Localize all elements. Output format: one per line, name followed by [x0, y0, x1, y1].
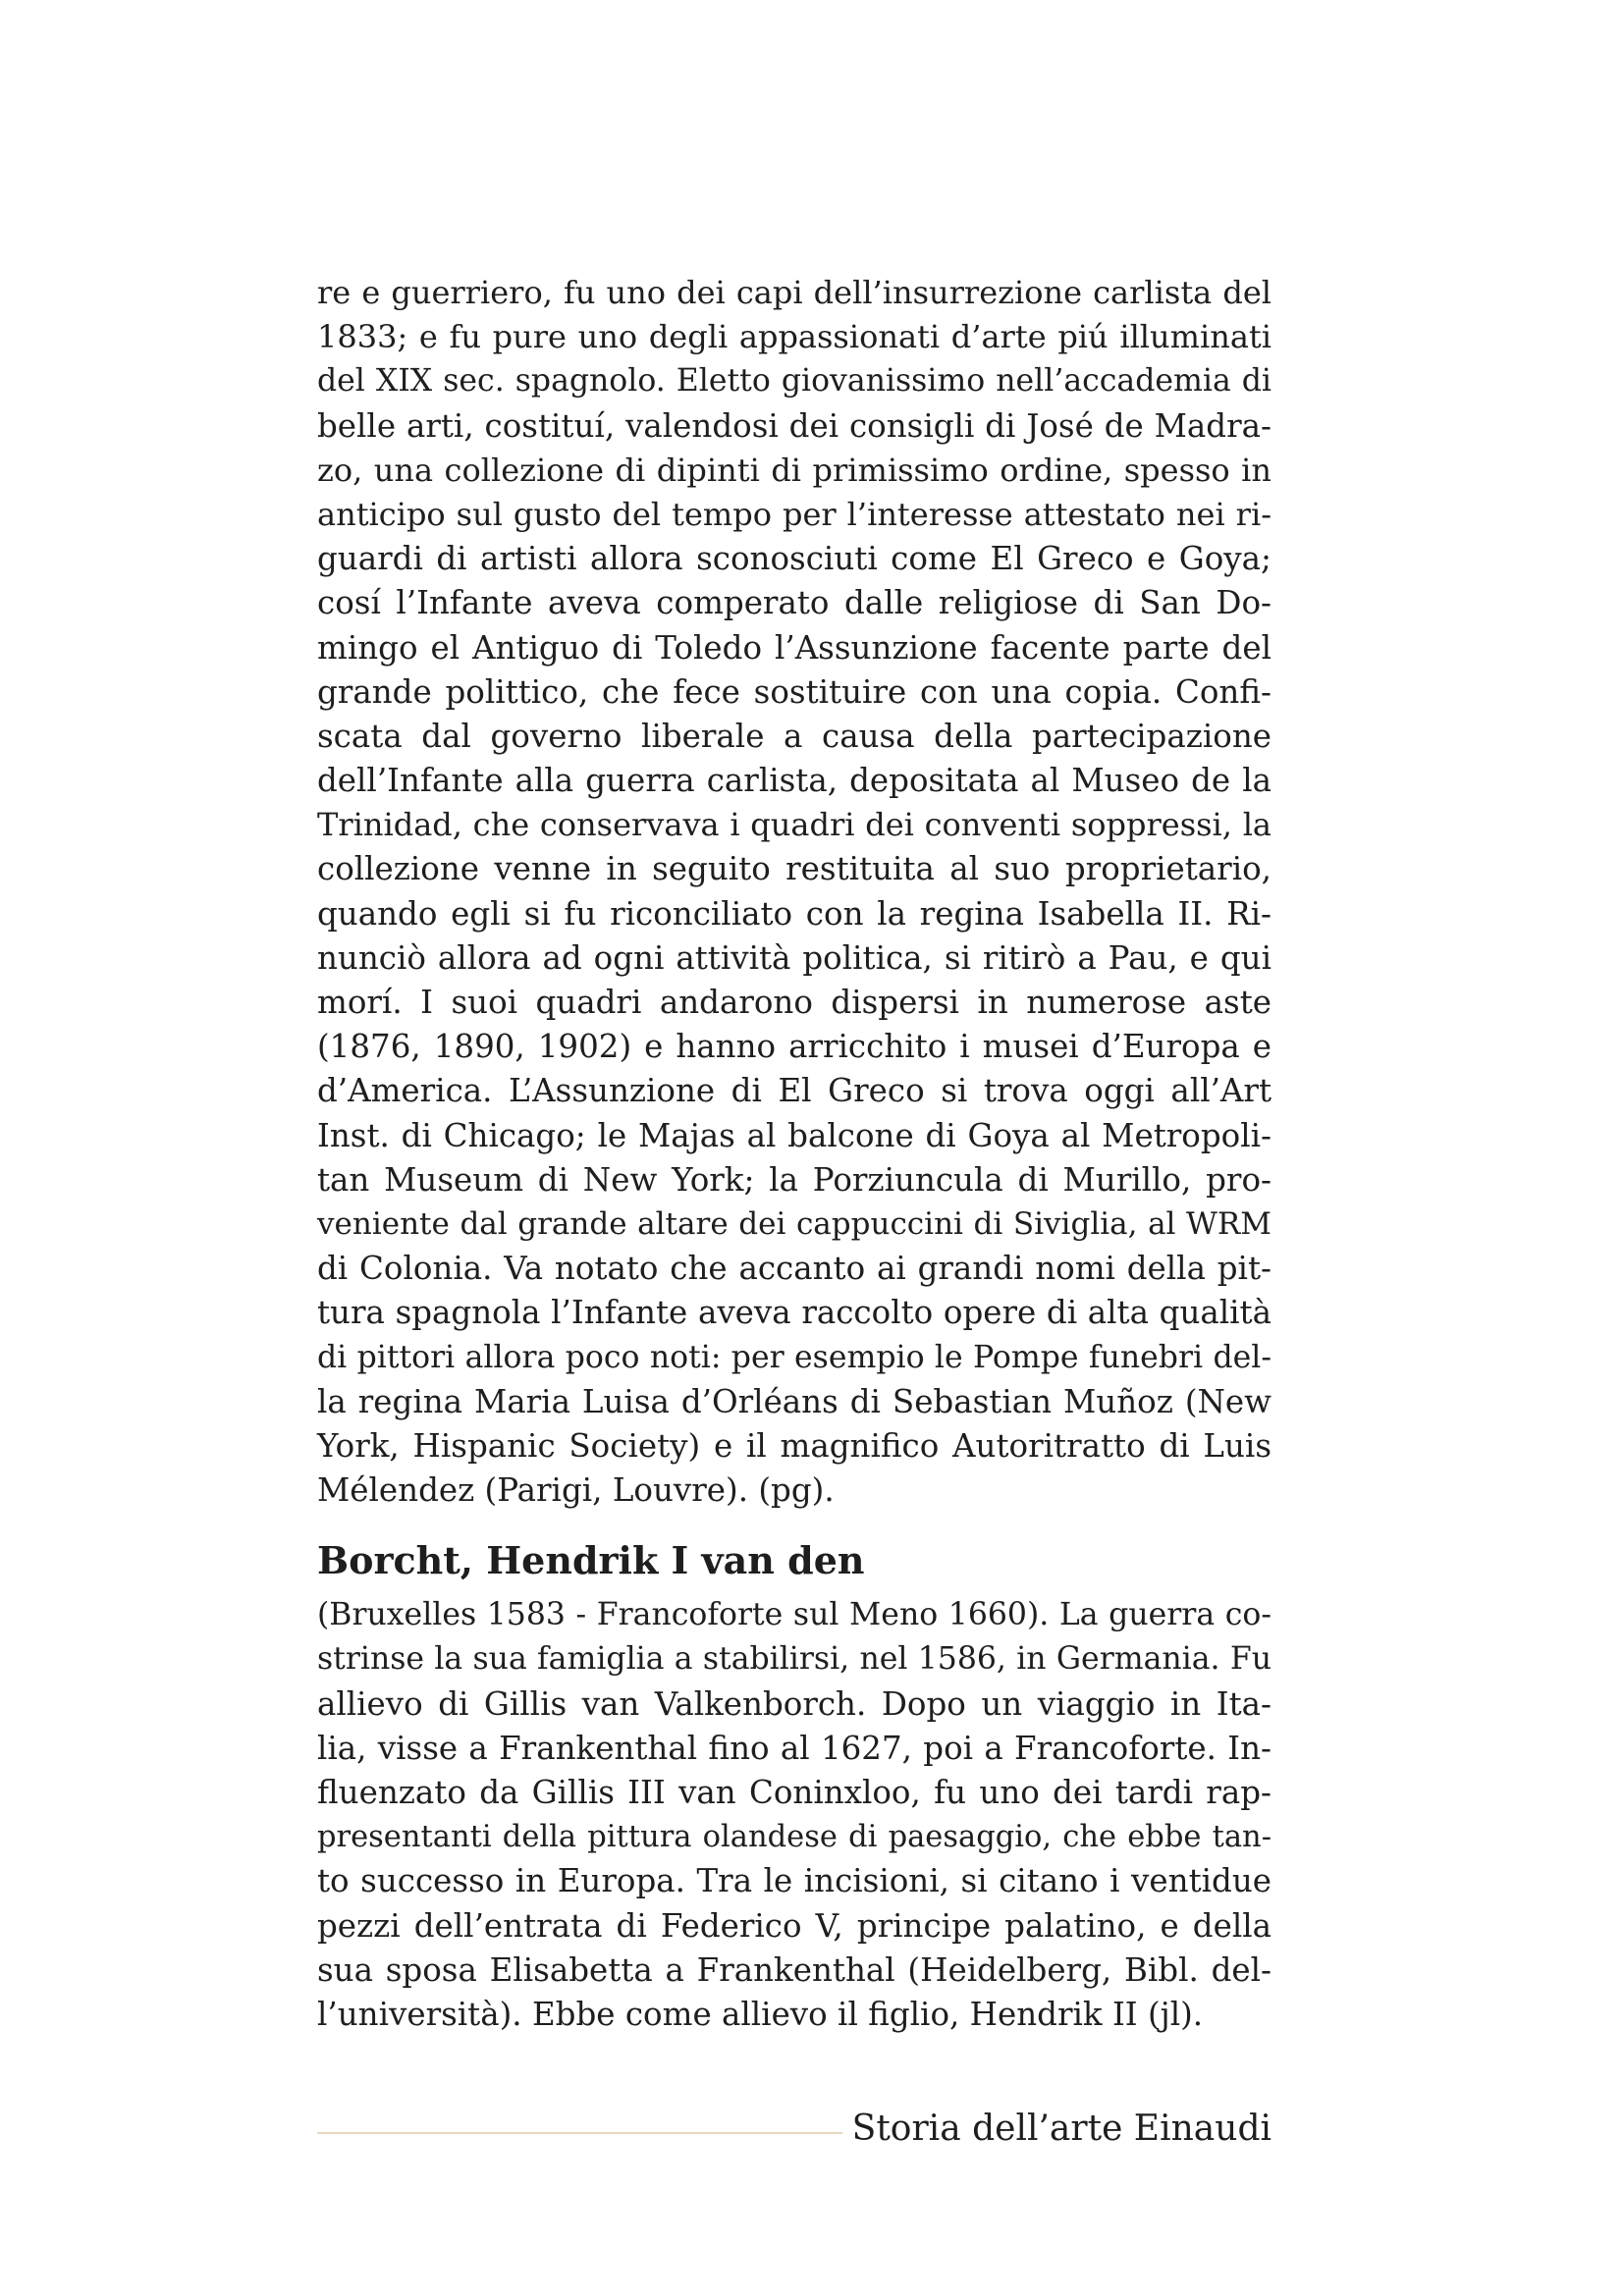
text-line: to successo in Europa. Tra le incisioni, si citano i ventidue: [317, 1862, 1271, 1900]
footer-rule: [317, 2132, 842, 2134]
text-line: quando egli si fu riconciliato con la regina Isabella II. Ri-: [317, 894, 1271, 933]
text-line: grande polittico, che fece sostituire con una copia. Confi-: [317, 672, 1271, 711]
page-content: [317, 271, 1271, 2037]
text-line: la regina Maria Luisa d’Orléans di Sebastian Muñoz (New: [317, 1382, 1271, 1420]
text-line: Inst. di Chicago; le Majas al balcone di Goya al Metropoli-: [317, 1116, 1271, 1154]
text-line: belle arti, costituí, valendosi dei consigli di José de Madra-: [317, 406, 1271, 445]
text-line: morí. I suoi quadri andarono dispersi in numerose aste: [317, 984, 1271, 1021]
text-line: strinse la sua famiglia a stabilirsi, nel 1586, in Germania. Fu: [317, 1641, 1271, 1678]
entry-title: Borcht, Hendrik I van den: [317, 1538, 865, 1583]
text-line: tura spagnola l’Infante aveva raccolto opere di alta qualità: [317, 1294, 1271, 1332]
text-line: dell’Infante alla guerra carlista, depositata al Museo de la: [317, 762, 1271, 800]
text-line: York, Hispanic Society) e il magnifico Autoritratto di Luis: [317, 1426, 1271, 1465]
text-line: lia, visse a Frankenthal fino al 1627, poi a Francoforte. In-: [317, 1729, 1271, 1767]
text-line: guardi di artisti allora sconosciuti come El Greco e Goya;: [317, 540, 1271, 578]
text-line: 1833; e fu pure uno degli appassionati d’arte piú illuminati: [317, 318, 1271, 356]
text-line: nunciò allora ad ogni attività politica, si ritirò a Pau, e qui: [317, 938, 1271, 977]
text-line: Mélendez (Parigi, Louvre). (pg).: [317, 1471, 835, 1510]
text-line: di Colonia. Va notato che accanto ai grandi nomi della pit-: [317, 1250, 1271, 1288]
text-line: l’università). Ebbe come allievo il figlio, Hendrik II (jl).: [317, 1995, 1204, 2033]
text-line: zo, una collezione di dipinti di primissimo ordine, spesso in: [317, 451, 1271, 489]
text-line: del XIX sec. spagnolo. Eletto giovanissimo nell’accademia di: [317, 363, 1271, 400]
text-line: pezzi dell’entrata di Federico V, principe palatino, e della: [317, 1906, 1271, 1945]
text-line: di pittori allora poco noti: per esempio le Pompe funebri del-: [317, 1339, 1271, 1375]
text-line: d’America. L’Assunzione di El Greco si trova oggi all’Art: [317, 1072, 1271, 1110]
text-line: re e guerriero, fu uno dei capi dell’insurrezione carlista del: [317, 274, 1271, 311]
text-line: allievo di Gillis van Valkenborch. Dopo un viaggio in Ita-: [317, 1684, 1271, 1723]
entry-continued-text: [317, 271, 1271, 1513]
text-line: (Bruxelles 1583 - Francoforte sul Meno 1660). La guerra co-: [317, 1597, 1271, 1633]
footer-label: Storia dell’arte Einaudi: [851, 2109, 1271, 2149]
text-line: presentanti della pittura olandese di paesaggio, che ebbe tan-: [317, 1820, 1271, 1855]
text-line: anticipo sul gusto del tempo per l’interesse attestato nei ri-: [317, 495, 1271, 533]
text-line: fluenzato da Gillis III van Coninxloo, fu uno dei tardi rap-: [317, 1774, 1271, 1811]
text-line: tan Museum di New York; la Porziuncula di Murillo, pro-: [317, 1160, 1271, 1199]
text-line: (1876, 1890, 1902) e hanno arricchito i musei d’Europa e: [317, 1028, 1271, 1066]
text-line: cosí l’Infante aveva comperato dalle religiose di San Do-: [317, 584, 1271, 622]
text-line: Trinidad, che conservava i quadri dei conventi soppressi, la: [317, 806, 1271, 844]
text-line: mingo el Antiguo di Toledo l’Assunzione facente parte del: [317, 628, 1271, 667]
text-line: collezione venne in seguito restituita al suo proprietario,: [317, 850, 1271, 888]
text-line: sua sposa Elisabetta a Frankenthal (Heidelberg, Bibl. del-: [317, 1950, 1271, 1989]
text-line: scata dal governo liberale a causa della partecipazione: [317, 717, 1271, 755]
text-line: veniente dal grande altare dei cappuccini di Siviglia, al WRM: [317, 1205, 1271, 1242]
entry-borcht-text: [317, 1593, 1271, 2037]
